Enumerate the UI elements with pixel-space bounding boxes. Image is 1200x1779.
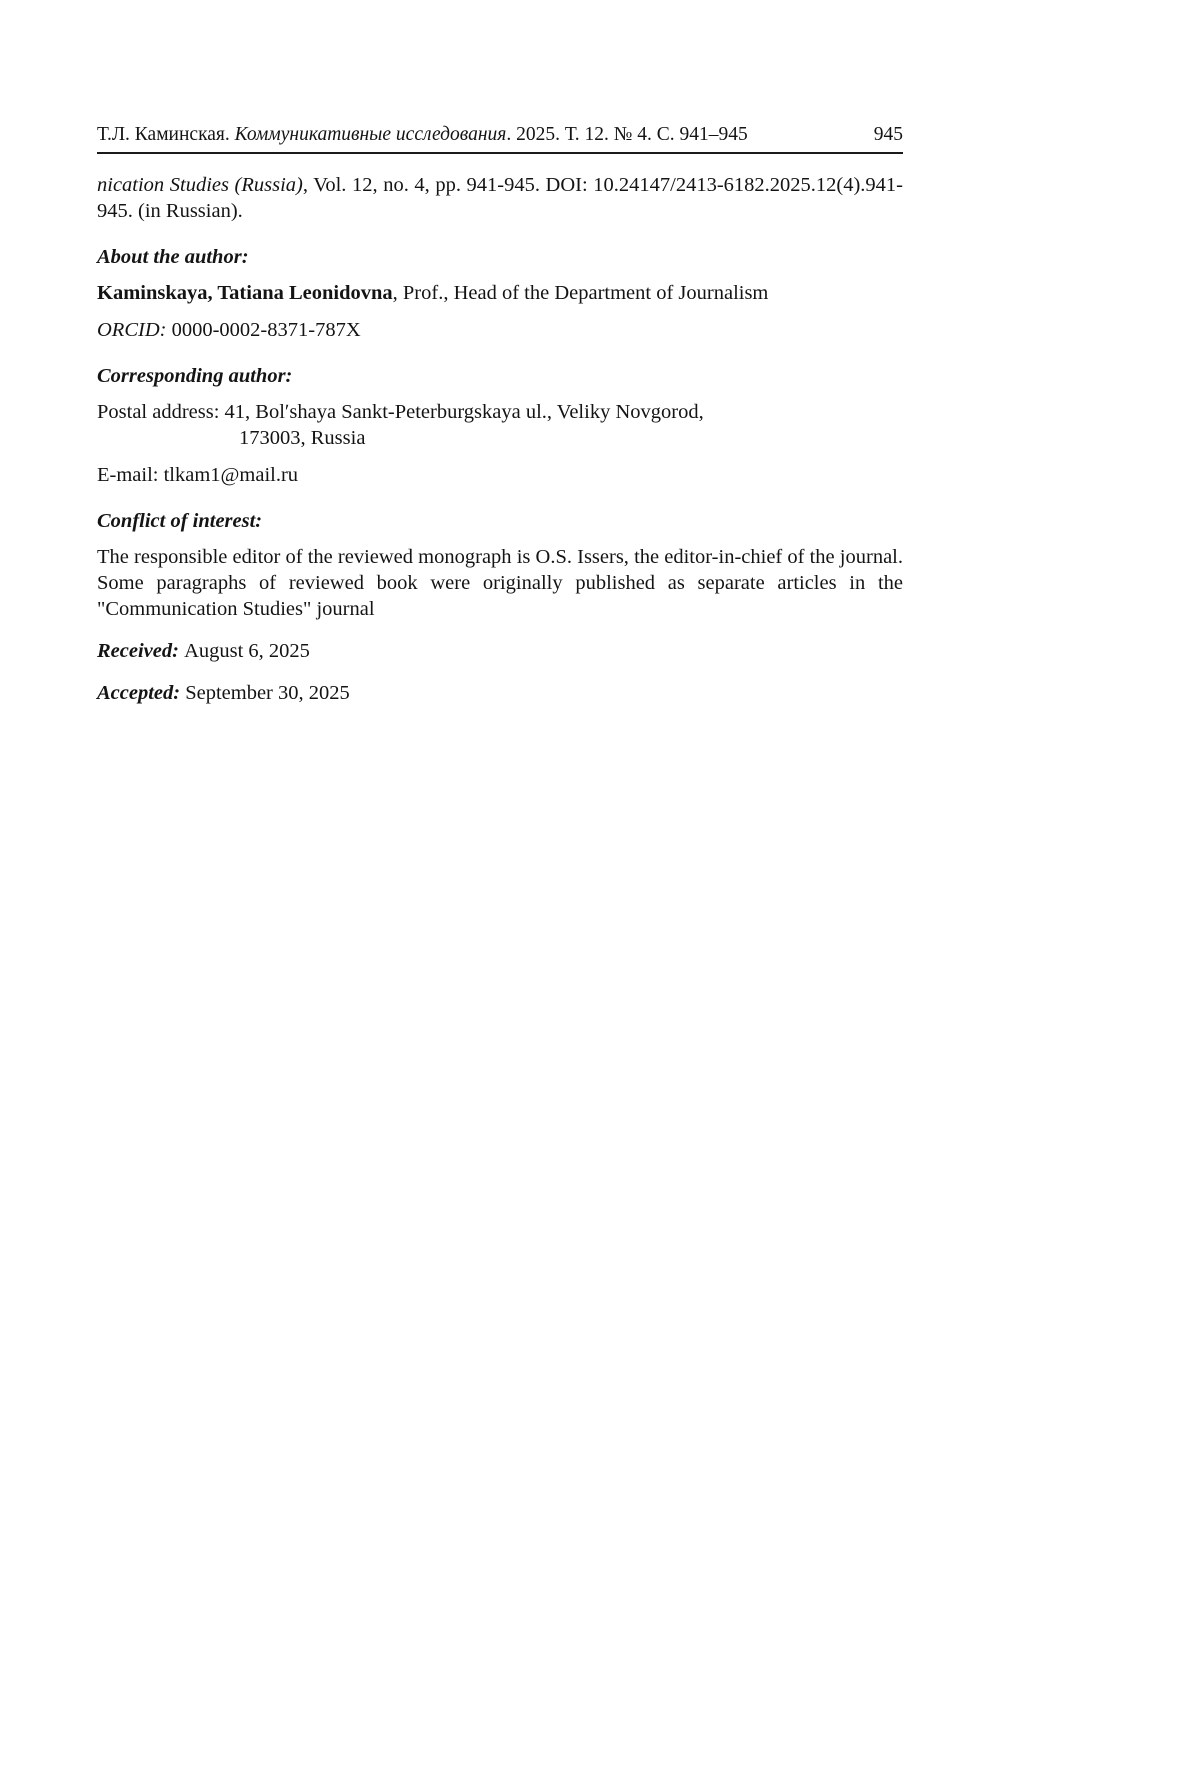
running-header [97,122,903,154]
running-title-author: Т.Л. Каминская. [97,124,235,145]
received-value: August 6, 2025 [184,640,310,662]
postal-address-line-2: 173003, Russia [239,427,366,449]
author-name: Kaminskaya, Tatiana Leonidovna [97,282,393,304]
accepted-value: September 30, 2025 [185,682,350,704]
corresponding-author-heading: Corresponding author: [97,365,293,387]
conflict-of-interest-text: The responsible editor of the reviewed monograph is O.S. Issers, the editor-in-chief of the journal. Some paragraphs of reviewed book were originally published as separate articles in the "Communication Studies" journal [97,546,903,620]
page-number: 945 [873,124,903,145]
citation-rest-segment: , Vol. 12, no. 4, pp. 941-945. DOI: 10.24147/2413-6182.2025.12(4).941-945. (in Russian). [97,174,903,222]
orcid-line [97,317,903,343]
author-role: , Prof., Head of the Department of Journalism [392,282,769,304]
received-label: Received: [97,640,185,662]
running-title [97,122,748,148]
article-back-matter [97,172,903,706]
email-text: E-mail: tlkam1@mail.ru [97,464,299,486]
postal-address [97,399,903,451]
author-line [97,280,903,306]
postal-address-line-1: Postal address: 41, Bolʹshaya Sankt-Peterburgskaya ul., Veliky Novgorod, [97,401,704,423]
page-content [97,122,903,706]
orcid-label: ORCID: [97,319,172,341]
about-author-heading: About the author: [97,246,249,268]
received-line [97,638,903,664]
orcid-value: 0000-0002-8371-787X [171,319,361,341]
email-line [97,462,903,488]
citation-journal-segment: nication Studies (Russia) [97,174,303,196]
running-title-journal: Коммуникативные исследования [234,124,507,145]
conflict-of-interest-heading: Conflict of interest: [97,510,263,532]
citation-continuation [97,172,903,224]
accepted-label: Accepted: [97,682,186,704]
accepted-line [97,680,903,706]
running-title-issue: . 2025. Т. 12. № 4. С. 941–945 [506,124,748,145]
